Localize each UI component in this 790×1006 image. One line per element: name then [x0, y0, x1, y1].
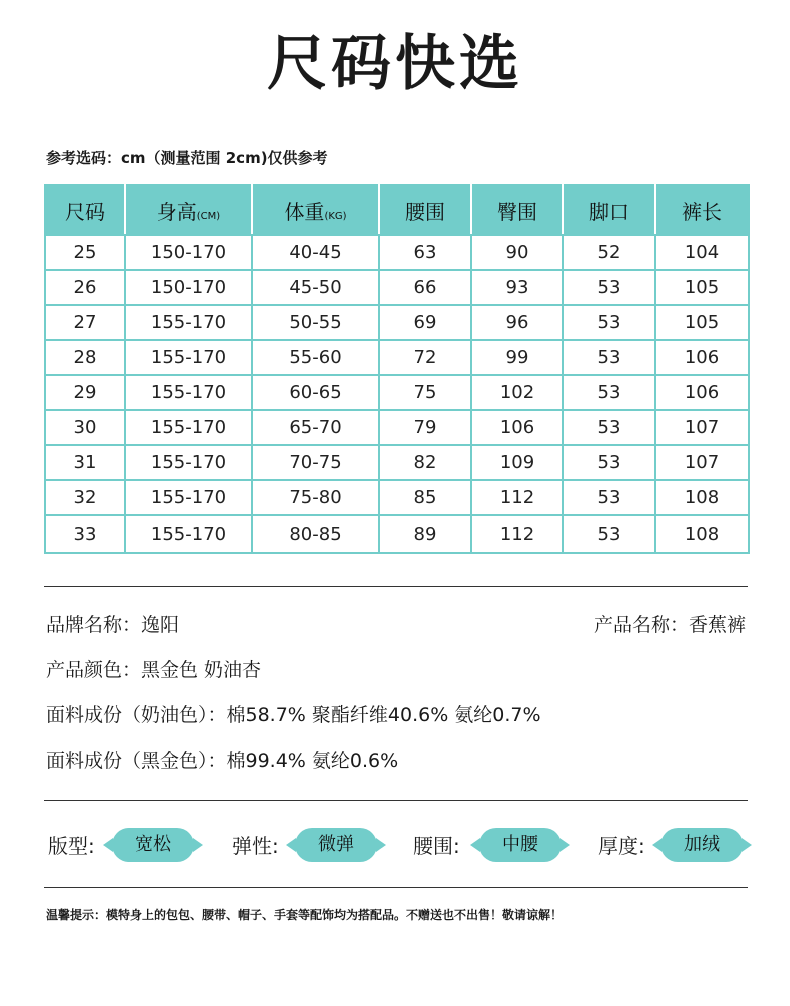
table-cell: 53: [563, 270, 655, 305]
table-row: [45, 235, 749, 270]
table-cell: 89: [379, 515, 471, 553]
table-row: [45, 305, 749, 340]
table-cell: 25: [45, 235, 125, 270]
waist-badge: 中腰: [479, 828, 561, 862]
table-cell: 32: [45, 480, 125, 515]
table-cell: 82: [379, 445, 471, 480]
table-cell: 40-45: [252, 235, 379, 270]
waist-label: 腰围:: [413, 834, 460, 858]
table-cell: 66: [379, 270, 471, 305]
table-cell: 63: [379, 235, 471, 270]
divider-bottom: [44, 887, 748, 888]
table-cell: 107: [655, 410, 749, 445]
table-cell: 109: [471, 445, 563, 480]
table-cell: 53: [563, 375, 655, 410]
table-row: [45, 270, 749, 305]
table-cell: 70-75: [252, 445, 379, 480]
elasticity-badge: 微弹: [295, 828, 377, 862]
table-cell: 30: [45, 410, 125, 445]
table-cell: 108: [655, 480, 749, 515]
size-reference-note: 参考选码：cm（测量范围 2cm)仅供参考: [46, 149, 328, 167]
table-cell: 80-85: [252, 515, 379, 553]
table-cell: 155-170: [125, 515, 252, 553]
table-cell: 155-170: [125, 375, 252, 410]
column-header-label: 裤长: [682, 199, 722, 224]
table-cell: 155-170: [125, 480, 252, 515]
table-cell: 155-170: [125, 340, 252, 375]
table-row: [45, 515, 749, 553]
size-table-body: [45, 235, 749, 553]
divider-top: [44, 586, 748, 587]
divider-middle: [44, 800, 748, 801]
table-cell: 65-70: [252, 410, 379, 445]
table-row: [45, 410, 749, 445]
table-cell: 155-170: [125, 445, 252, 480]
table-cell: 108: [655, 515, 749, 553]
table-cell: 155-170: [125, 305, 252, 340]
column-header-label: 臀围: [497, 199, 537, 224]
column-header: [655, 185, 749, 235]
column-header: [379, 185, 471, 235]
fit-label: 版型:: [48, 834, 95, 858]
table-cell: 75: [379, 375, 471, 410]
table-cell: 31: [45, 445, 125, 480]
table-cell: 150-170: [125, 235, 252, 270]
fabric-cream: 面料成份（奶油色）：棉58.7% 聚酯纤维40.6% 氨纶0.7%: [46, 704, 541, 726]
table-cell: 72: [379, 340, 471, 375]
table-cell: 105: [655, 270, 749, 305]
column-header-label: 腰围: [405, 199, 445, 224]
table-cell: 79: [379, 410, 471, 445]
table-cell: 85: [379, 480, 471, 515]
table-row: [45, 375, 749, 410]
column-header-label: 身高: [156, 199, 197, 224]
table-cell: 53: [563, 410, 655, 445]
size-table: [44, 184, 750, 554]
table-cell: 26: [45, 270, 125, 305]
table-row: [45, 340, 749, 375]
product-color: 产品颜色：黑金色 奶油杏: [46, 659, 262, 681]
table-cell: 99: [471, 340, 563, 375]
fabric-black: 面料成份（黑金色）：棉99.4% 氨纶0.6%: [46, 750, 399, 772]
table-cell: 60-65: [252, 375, 379, 410]
table-cell: 102: [471, 375, 563, 410]
table-row: [45, 445, 749, 480]
column-header-label: 尺码: [65, 199, 105, 224]
table-cell: 90: [471, 235, 563, 270]
table-cell: 45-50: [252, 270, 379, 305]
table-cell: 29: [45, 375, 125, 410]
size-table-header: [45, 185, 749, 235]
table-row: [45, 480, 749, 515]
table-cell: 28: [45, 340, 125, 375]
brand-name: 品牌名称：逸阳: [46, 614, 180, 636]
table-cell: 96: [471, 305, 563, 340]
table-cell: 93: [471, 270, 563, 305]
column-header: [252, 185, 379, 235]
table-cell: 52: [563, 235, 655, 270]
column-header-unit: (KG): [324, 210, 347, 222]
page-title: 尺码快选: [267, 29, 523, 99]
thickness-badge: 加绒: [661, 828, 743, 862]
table-cell: 27: [45, 305, 125, 340]
table-cell: 106: [655, 340, 749, 375]
table-cell: 106: [471, 410, 563, 445]
elasticity-label: 弹性:: [232, 834, 279, 858]
table-cell: 104: [655, 235, 749, 270]
table-cell: 150-170: [125, 270, 252, 305]
column-header-unit: (CM): [196, 210, 221, 222]
table-cell: 53: [563, 305, 655, 340]
table-cell: 112: [471, 480, 563, 515]
fit-badge: 宽松: [112, 828, 194, 862]
table-cell: 75-80: [252, 480, 379, 515]
column-header: [125, 185, 252, 235]
table-cell: 69: [379, 305, 471, 340]
table-cell: 105: [655, 305, 749, 340]
thickness-label: 厚度:: [598, 834, 645, 858]
column-header-label: 脚口: [589, 199, 629, 224]
column-header: [471, 185, 563, 235]
table-cell: 55-60: [252, 340, 379, 375]
table-cell: 53: [563, 445, 655, 480]
table-cell: 53: [563, 340, 655, 375]
table-cell: 155-170: [125, 410, 252, 445]
table-cell: 106: [655, 375, 749, 410]
column-header: [45, 185, 125, 235]
column-header: [563, 185, 655, 235]
table-cell: 53: [563, 480, 655, 515]
table-cell: 33: [45, 515, 125, 553]
footer-tip: 温馨提示：模特身上的包包、腰带、帽子、手套等配饰均为搭配品。不赠送也不出售！敬请谅解！: [46, 908, 563, 922]
table-cell: 112: [471, 515, 563, 553]
table-cell: 53: [563, 515, 655, 553]
product-name: 产品名称：香蕉裤: [593, 614, 746, 636]
column-header-label: 体重: [284, 199, 325, 224]
table-cell: 107: [655, 445, 749, 480]
table-cell: 50-55: [252, 305, 379, 340]
